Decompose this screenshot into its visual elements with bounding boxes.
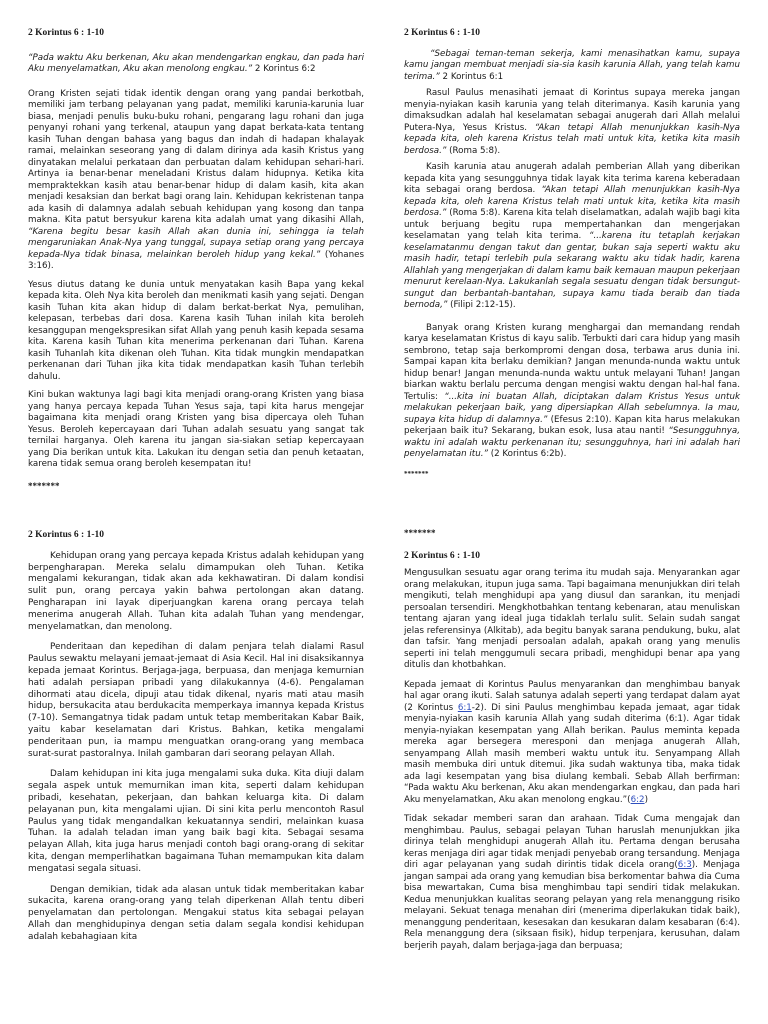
verse-quote: “Sesungguhnya, waktu ini adalah waktu perkenanan itu; sesungguhnya, hari ini adalah hari penyelamatan itu.” bbox=[404, 426, 740, 459]
paragraph bbox=[404, 162, 740, 312]
verse-quote: “Pada waktu Aku berkenan, Aku akan mendengarkan engkau, dan pada hari Aku menyelamatkan, Aku akan menolong engkau.” bbox=[28, 52, 364, 74]
paragraph: Dengan demikian, tidak ada alasan untuk tidak memberitakan kabar sukacita, karena orang-orang yang telah diperkenan Allah tentu diberi penyelamatan dan pertolongan. Mengakui status kita sebagai pelayan Allah dan menghidupinya dengan setia dalam segala kondisi kehidupan adalah kebahagiaan kita bbox=[28, 884, 364, 942]
section-title: 2 Korintus 6 : 1-10 bbox=[28, 28, 104, 38]
verse-reference: 2 Korintus 6:2 bbox=[252, 64, 316, 74]
paragraph-text: -2). Di sini Paulus menghimbau kepada jemaat, agar tidak menyia-nyiakan kasih karunia Allah yang sudah diterima (6:1). Agar tidak menyia-nyiakan kesempatan yang Allah berikan. Paulus meminta kepada mereka agar bersegera meresponi dan menjaga anugerah Allah, senyampang Allah masih memberi waktu untuk itu. Senyampang Allah masih membuka diri untuk ditemui. Jika sudah waktunya tiba, maka tidak ada lagi kesempatan yang bisa diulang kembali. Sebab Allah berfirman: “Pada waktu Aku berkenan, Aku akan mendengarkan engkau, dan pada hari Aku menyelamatkan, Aku akan menolong engkau.”( bbox=[404, 702, 740, 805]
verse-reference: (Yohanes 3:16). bbox=[28, 249, 364, 271]
paragraph-text: Orang Kristen sejati tidak identik dengan orang yang pandai berkotbah, memiliki jam terbang pelayanan yang padat, memiliki karunia-karunia luar biasa, menjadi penulis buku-buku rohani, pengarang lagu rohani dan juga penyanyi rohani yang terkenal, ataupun yang dapat berkata-kata tentang kasih Tuhan dengan bahasa yang bagus dan indah di hadapan khalayak ramai, melainkan seseorang yang di dalam dirinya ada kasih Kristus yang dinyatakan melalui perkataan dan perbuatan dalam kehidupan sehari-hari. Artinya ia benar-benar meneladani Kristus dalam hidupnya. Ketika kita mempraktekkan kasih atau benar-benar hidup di dalam kasih, kita akan menjadi kesaksian dan berkat bagi orang lain. Kehidupan kekristenan tanpa ada kasih di dalamnya adalah sebuah kehidupan yang kosong dan tanpa makna. Kita patut bersyukur karena kita adalah umat yang dikasihi Allah, bbox=[28, 88, 364, 225]
paragraph bbox=[404, 88, 740, 157]
opening-verse bbox=[28, 53, 364, 76]
paragraph-text: Kasih karunia atau anugerah adalah pemberian Allah yang diberikan kepada kita yang sesungguhnya tidak layak kita terima karena keberadaan kita sebagai orang berdosa. bbox=[404, 162, 740, 195]
section-title: 2 Korintus 6 : 1-10 bbox=[28, 530, 104, 540]
opening-verse bbox=[404, 49, 740, 84]
paragraph: Mengusulkan sesuatu agar orang terima itu mudah saja. Menyarankan agar orang melakukan, itupun juga sama. Tapi bagaimana menunjukkan diri telah mengikuti, telah menghidupi apa yang diusul dan sarankan, itu menjadi persoalan tersendiri. Mengkhotbahkan tentang kebenaran, atau menuliskan tentang ajaran yang ideal juga tidaklah terlalu sulit. Selain sudah sangat jelas referensinya (Alkitab), ada begitu banyak sarana pendukung, buku, alat dan tafsir. Yang menjadi persoalan adalah, apakah orang yang menulis seperti ini telah menggumuli secara pribadi, menghidupi benar apa yang ditulis dan khotbahkan. bbox=[404, 568, 740, 670]
verse-quote: “...kita ini buatan Allah, diciptakan dalam Kristus Yesus untuk melakukan pekerjaan baik, yang dipersiapkan Allah sebelumnya. Ia mau, supaya kita hidup di dalamnya.” bbox=[404, 391, 740, 425]
paragraph-text: (Roma 5:8). Karena kita telah diselamatkan, adalah wajib bagi kita untuk berjuang begitu rupa mempertahankan dan mengerjakan keselamatan yang telah kita terima. bbox=[404, 208, 740, 241]
section-divider: ******* bbox=[404, 469, 429, 478]
verse-reference: (Roma 5:8). bbox=[446, 145, 501, 156]
column-top-right bbox=[404, 28, 740, 480]
verse-quote: “...karena itu tetaplah kerjakan keselamatanmu dengan takut dan gentar, bukan saja seperti waktu aku masih hadir, tetapi terlebih pula sekarang waktu aku tidak hadir, karena Allahlah yang mengerjakan di dalam kamu baik kemauan maupun pekerjaan menurut kerelaan-Nya. Lakukanlah segala sesuatu dengan tidak bersungut-sungut dan berbantah-bantahan, supaya kamu tiada beraib dan tiada bernoda,” bbox=[404, 231, 741, 310]
column-bottom-right bbox=[404, 528, 740, 952]
section-title: 2 Korintus 6 : 1-10 bbox=[404, 550, 480, 561]
paragraph-text: Tidak sekadar memberi saran dan arahaan. Tidak Cuma mengajak dan menghimbau. Paulus, sebagai pelayan Tuhan haruslah menunjukkan jika dirinya telah menghidupi anugerah Allah itu. Pertama dengan berusaha keras menjaga diri agar tidak menjadi penyebab orang tersandung. Menjaga diri agar pelayanan yang sudah dirintis tidak dicela orang( bbox=[404, 814, 740, 870]
section-divider: ******* bbox=[404, 528, 436, 538]
verse-link[interactable]: 6:3 bbox=[677, 860, 692, 870]
paragraph bbox=[404, 680, 740, 807]
paragraph-text: Banyak orang Kristen kurang menghargai dan memandang rendah karya keselamatan Kristus di kayu salib. Terbukti dari cara hidup yang masih sembrono, tetap saja berkompromi dengan dosa, terbawa arus dunia ini. Sampai kapan kita berlaku demikian? Jangan menunda-nunda waktu untuk hidup benar! Jangan menunda-nunda waktu untuk melayani Tuhan! Jangan biarkan waktu berlalu percuma dengan mengisi waktu dengan hal-hal fana. Tertulis: bbox=[404, 322, 740, 402]
section-title: 2 Korintus 6 : 1-10 bbox=[404, 28, 480, 38]
verse-link[interactable]: 6:2 bbox=[630, 794, 645, 805]
paragraph-text: ) bbox=[644, 794, 648, 805]
paragraph-text: Rasul Paulus menasihati jemaat di Korintus supaya mereka jangan menyia-nyiakan kasih karunia yang telah diterimanya. Kasih karunia yang dimaksudkan adalah hal keselamatan sebagai anugerah dari Allah melalui Putera-Nya, Yesus Kristus. bbox=[404, 88, 740, 133]
verse-quote: “Akan tetapi Allah menunjukkan kasih-Nya kepada kita, oleh karena Kristus telah mati untuk kita, ketika kita masih berdosa.” bbox=[404, 185, 740, 218]
column-bottom-left bbox=[28, 530, 364, 944]
paragraph bbox=[404, 814, 740, 952]
section-divider: ******* bbox=[28, 480, 60, 491]
paragraph bbox=[28, 89, 364, 273]
paragraph: Dalam kehidupan ini kita juga mengalami suka duka. Kita diuji dalam segala aspek untuk memurnikan iman kita, seperti dalam kehidupan pribadi, kesehatan, pekerjaan, dan bahkan keluarga kita. Di dalam pelayanan pun, kita mengalami ujian. Di sini kita perlu mencontoh Rasul Paulus yang tidak mengandalkan kekuatannya sendiri, melainkan kuasa Tuhan. Ia adalah teladan iman yang baik bagi kita. Sebagai sesama pelayan Allah, kita juga harus menjadi contoh bagi orang-orang di sekitar kita, dengan memperlihatkan bagaimana Tuhan memampukan kita dalam mengatasi segala situasi. bbox=[28, 769, 364, 874]
paragraph bbox=[404, 323, 740, 461]
paragraph-text: ). Menjaga jangan sampai ada orang yang kemudian bisa berkomentar bahwa dia Cuma bisa mewartakan, Cuma bisa menghimbau tapi sendiri tidak melakukan. Kedua menunjukkan kualitas seorang pelayan yang rela menanggung risiko melayani. Sekuat tenaga menahan diri (menerima diperlakukan tidak baik), menanggung penderitaan, kesesakan dan kesukaran dalam kesabaran (6:4). Rela menanggung dera (siksaan fisik), hidup terpenjara, kerusuhan, dalam berjerih payah, dalam berjaga-jaga dan berpuasa; bbox=[404, 860, 740, 951]
paragraph: Kehidupan orang yang percaya kepada Kristus adalah kehidupan yang berpengharapan. Mereka selalu dimampukan oleh Tuhan. Ketika mengalami kekurangan, tidak akan ada kekhawatiran. Di dalam kondisi sulit pun, orang percaya yakin bahwa pertolongan akan datang. Pengharapan ini layak diperjuangkan karena orang percaya telah menerima anugerah Allah. Tuhan kita adalah Tuhan yang mendengar, menyelamatkan, dan menolong. bbox=[28, 550, 364, 632]
paragraph: Penderitaan dan kepedihan di dalam penjara telah dialami Rasul Paulus sewaktu melayani jemaat-jemaat di Asia Kecil. Hal ini disaksikannya kepada jemaat Korintus. Berjaga-jaga, berpuasa, dan menjaga kemurnian hati adalah persiapan pribadi yang dilakukannya (4-6). Pengalaman dihormati atau dicela, dipuji atau tidak dikenal, nyaris mati atau masih hidup, bersukacita atau berdukacita memperkaya imannya kepada Kristus (7-10). Semangatnya tidak padam untuk tetap memberitakan Kabar Baik, yaitu kabar keselamatan dari Kristus. Bahkan, ketika mengalami penderitaan pun, ia mampu menguatkan orang-orang yang membaca surat-surat pastoralnya. Inilah gambaran dari seorang pelayan Allah. bbox=[28, 642, 364, 759]
paragraph-text: Kepada jemaat di Korintus Paulus menyarankan dan menghimbau banyak hal agar orang ikuti. Salah satunya adalah seperti yang terdapat dalam ayat (2 Korintus bbox=[404, 679, 740, 713]
verse-quote: “Akan tetapi Allah menunjukkan kasih-Nya kepada kita, oleh karena Kristus telah mati untuk kita, ketika kita masih berdosa.” bbox=[404, 122, 740, 156]
verse-reference: 2 Korintus 6:1 bbox=[439, 71, 504, 82]
paragraph: Yesus diutus datang ke dunia untuk menyatakan kasih Bapa yang kekal kepada kita. Oleh Nya kita beroleh dan menikmati kasih yang sejati. Dengan kasih Tuhan kita akan hidup di dalam berkat-berkat Nya, pemulihan, kelepasan, terbebas dari dosa. Karena kasih Tuhan inilah kita beroleh kesanggupan mengekspresikan sifat Allah yang penuh kasih kepada sesama kita. Karena kasih Tuhan kita menerima perkenanan dari Tuhan. Karena kasih Tuhanlah kita dikenan oleh Tuhan. Kita tidak mungkin mendapatkan perkenanan dari Tuhan jika kita tidak mendapatkan kasih Tuhan terlebih dahulu. bbox=[28, 279, 364, 382]
verse-quote: “Karena begitu besar kasih Allah akan dunia ini, sehingga ia telah mengaruniakan Anak-Nya yang tunggal, supaya setiap orang yang percaya kepada-Nya tidak binasa, melainkan beroleh hidup yang kekal.” bbox=[28, 226, 364, 260]
paragraph: Kini bukan waktunya lagi bagi kita menjadi orang-orang Kristen yang biasa yang hanya percaya kepada Tuhan Yesus saja, tapi kita harus mengejar bagaimana kita menjadi orang Kristen yang bisa dipercaya oleh Tuhan Yesus. Beroleh kepercayaan dari Tuhan adalah sesuatu yang sangat tak ternilai harganya. Oleh karena itu jangan sia-siakan setiap kepercayaan yang Dia berikan untuk kita. Lakukan itu dengan setia dan penuh ketaatan, karena tidak semua orang beroleh kesempatan itu! bbox=[28, 390, 364, 469]
column-top-left bbox=[28, 28, 364, 492]
verse-link[interactable]: 6:1 bbox=[457, 702, 472, 713]
verse-reference: (2 Korintus 6:2b). bbox=[487, 449, 567, 459]
verse-quote: “Sebagai teman-teman sekerja, kami menasihatkan kamu, supaya kamu jangan membuat menjadi sia-sia kasih karunia Allah, yang telah kamu terima.” bbox=[404, 48, 740, 82]
verse-reference: (Filipi 2:12-15). bbox=[447, 300, 516, 310]
paragraph-text: (Efesus 2:10). Kapan kita harus melakukan pekerjaan baik itu? Sekarang, bukan esok, lusa atau nanti! bbox=[404, 414, 740, 436]
